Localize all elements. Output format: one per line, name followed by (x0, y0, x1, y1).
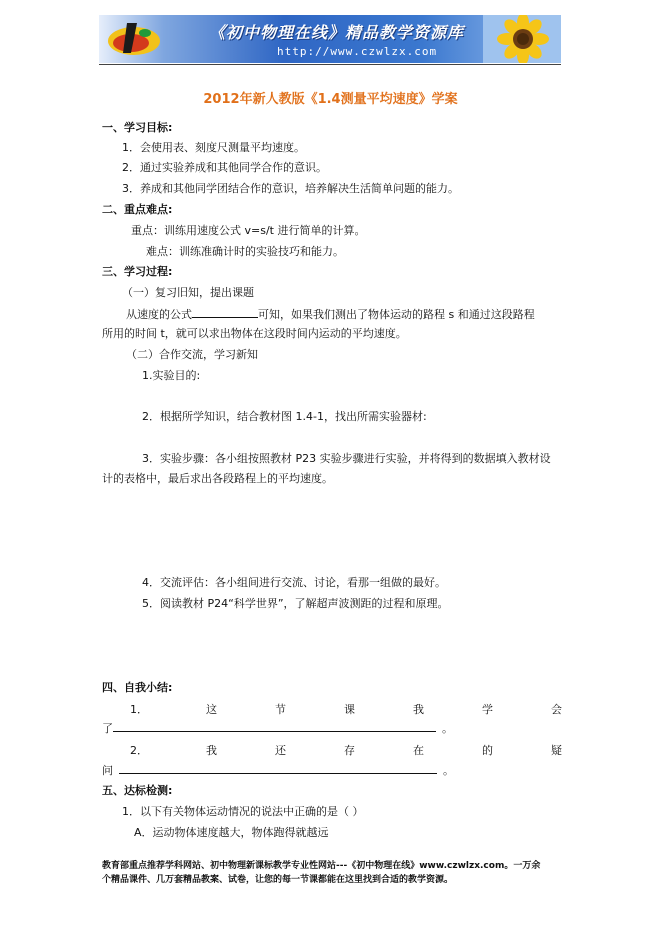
step-2: 2．根据所学知识，结合教材图 1.4-1，找出所需实验器材: (142, 410, 427, 423)
summary-2-tail-a: 问 (102, 764, 113, 777)
summary-2-word: 2． (130, 744, 148, 757)
learned-blank[interactable] (113, 721, 436, 732)
section-2-heading: 二、重点难点: (102, 203, 173, 216)
step-1: 1.实验目的: (142, 369, 201, 382)
header-rule (99, 64, 561, 65)
summary-1-word: 节 (275, 703, 286, 716)
difficult-point: 难点：训练准确计时的实验技巧和能力。 (146, 245, 344, 258)
section-1-heading: 一、学习目标: (102, 121, 173, 134)
goal-item-3: 3．养成和其他同学团结合作的意识，培养解决生活简单问题的能力。 (122, 182, 459, 195)
summary-line-1-blank-row (102, 721, 453, 736)
footer-line-2: 个精品课件、几万套精品教案、试卷，让您的每一节课都能在这里找到合适的教学资源。 (102, 875, 454, 885)
site-logo-icon (101, 17, 167, 61)
step-3-line-1: 3．实验步骤：各小组按照教材 P23 实验步骤进行实验，并将得到的数据填入教材设 (142, 452, 551, 465)
summary-1-tail-a: 了 (102, 722, 113, 735)
summary-1-word: 课 (344, 703, 355, 716)
summary-line-2-blank-row (102, 763, 454, 778)
document-title: 2012年新人教版《1.4测量平均速度》学案 (203, 92, 458, 107)
review-text-a: 从速度的公式 (126, 308, 192, 321)
summary-1-tail-b: 。 (442, 722, 453, 735)
summary-1-word: 这 (206, 703, 217, 716)
section-4-heading: 四、自我小结: (102, 681, 173, 694)
section-5-heading: 五、达标检测: (102, 784, 173, 797)
summary-1-word: 1． (130, 703, 148, 716)
goal-item-1: 1．会使用表、刻度尺测量平均速度。 (122, 141, 305, 154)
site-banner (99, 15, 561, 63)
footer-line-1: 教育部重点推荐学科网站、初中物理新课标教学专业性网站---《初中物理在线》www.czwlzx.com。一万余 (102, 861, 541, 871)
summary-line-1-words (130, 701, 562, 717)
summary-1-word: 会 (551, 703, 562, 716)
part-2-heading: （二）合作交流，学习新知 (126, 348, 258, 361)
quiz-question-1: 1．以下有关物体运动情况的说法中正确的是（ ） (122, 805, 364, 818)
summary-1-word: 我 (413, 703, 424, 716)
summary-2-word: 的 (482, 744, 493, 757)
sunflower-icon (483, 15, 561, 63)
part-1-heading: （一）复习旧知，提出课题 (122, 286, 254, 299)
step-5: 5．阅读教材 P24“科学世界”，了解超声波测距的过程和原理。 (142, 597, 449, 610)
summary-2-word: 在 (413, 744, 424, 757)
summary-2-word: 还 (275, 744, 286, 757)
question-blank[interactable] (119, 763, 437, 774)
review-paragraph-line-2: 所用的时间 t，就可以求出物体在这段时间内运动的平均速度。 (102, 327, 407, 340)
quiz-option-a: A．运动物体速度越大，物体跑得就越远 (134, 826, 329, 839)
summary-2-tail-b: 。 (443, 764, 454, 777)
goal-item-2: 2．通过实验养成和其他同学合作的意识。 (122, 161, 327, 174)
site-url[interactable]: http://www.czwlzx.com (277, 45, 438, 58)
step-3-line-2: 计的表格中，最后求出各段路程上的平均速度。 (102, 472, 333, 485)
formula-blank[interactable] (192, 307, 258, 318)
summary-1-word: 学 (482, 703, 493, 716)
step-4: 4．交流评估：各小组间进行交流、讨论，看那一组做的最好。 (142, 576, 446, 589)
summary-2-word: 我 (206, 744, 217, 757)
summary-2-word: 存 (344, 744, 355, 757)
review-paragraph-line-1 (126, 307, 535, 322)
review-text-b: 可知，如果我们测出了物体运动的路程 s 和通过这段路程 (258, 308, 535, 321)
key-point: 重点：训练用速度公式 v=s/t 进行简单的计算。 (131, 224, 366, 237)
site-title: 《初中物理在线》精品教学资源库 (209, 23, 465, 42)
section-3-heading: 三、学习过程: (102, 265, 173, 278)
summary-line-2-words (130, 742, 562, 758)
summary-2-word: 疑 (551, 744, 562, 757)
